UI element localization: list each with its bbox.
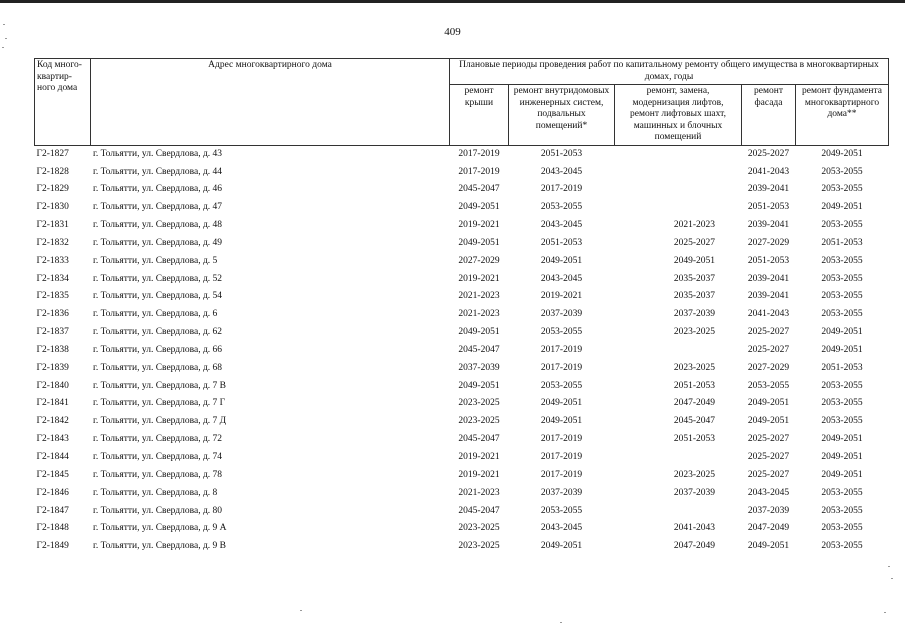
cell-lifts [615, 163, 742, 181]
table-row [35, 270, 889, 288]
cell-facade: 2025-2027 [742, 342, 796, 360]
scan-edge [0, 0, 905, 3]
cell-lifts [615, 181, 742, 199]
cell-roof: 2023-2025 [458, 541, 500, 552]
cell-lifts: 2023-2025 [673, 469, 715, 480]
table-row [35, 360, 889, 378]
cell-address: г. Тольятти, ул. Свердлова, д. 43 [93, 148, 223, 159]
table-row [35, 413, 889, 431]
cell-roof: 2049-2051 [458, 380, 500, 391]
cell-roof: 2019-2021 [458, 220, 500, 231]
table-row [35, 502, 889, 520]
cell-foundation: 2053-2055 [796, 413, 889, 431]
cell-engineering: 2051-2053 [540, 148, 583, 159]
cell-lifts [615, 449, 742, 467]
cell-facade: 2049-2051 [742, 395, 796, 413]
cell-foundation: 2053-2055 [796, 217, 889, 235]
cell-address: г. Тольятти, ул. Свердлова, д. 49 [93, 237, 223, 248]
cell-foundation: 2053-2055 [796, 181, 889, 199]
cell-facade: 2039-2041 [742, 181, 796, 199]
cell-engineering: 2017-2019 [540, 362, 583, 373]
table-row [35, 520, 889, 538]
cell-address: г. Тольятти, ул. Свердлова, д. 9 А [93, 523, 227, 534]
cell-code: Г2-1844 [36, 452, 69, 463]
header-periods: Плановые периоды проведения работ по капитальному ремонту общего имущества в многоквартирных домах, годы [450, 59, 889, 85]
cell-foundation: 2049-2051 [796, 199, 889, 217]
cell-lifts: 2021-2023 [673, 220, 715, 231]
cell-engineering: 2019-2021 [540, 291, 583, 302]
cell-engineering: 2053-2055 [540, 202, 583, 213]
cell-facade: 2025-2027 [742, 449, 796, 467]
cell-lifts [615, 199, 742, 217]
cell-facade: 2049-2051 [742, 413, 796, 431]
cell-engineering: 2049-2051 [540, 255, 583, 266]
cell-roof: 2049-2051 [458, 327, 500, 338]
cell-lifts [615, 342, 742, 360]
table-row [35, 199, 889, 217]
cell-facade: 2039-2041 [742, 217, 796, 235]
cell-address: г. Тольятти, ул. Свердлова, д. 47 [93, 202, 223, 213]
cell-roof: 2049-2051 [458, 237, 500, 248]
cell-roof: 2049-2051 [458, 202, 500, 213]
table-row [35, 377, 889, 395]
cell-foundation: 2053-2055 [796, 288, 889, 306]
cell-roof: 2017-2019 [458, 148, 500, 159]
cell-foundation: 2049-2051 [796, 324, 889, 342]
header-address: Адрес многоквартирного дома [91, 59, 450, 146]
header-engineering: ремонт внутридомовых инженерных систем, подвальных помещений* [509, 85, 615, 146]
cell-address: г. Тольятти, ул. Свердлова, д. 44 [93, 166, 223, 177]
cell-foundation: 2049-2051 [796, 431, 889, 449]
cell-foundation: 2053-2055 [796, 270, 889, 288]
cell-roof: 2023-2025 [458, 416, 500, 427]
cell-foundation: 2049-2051 [796, 449, 889, 467]
cell-address: г. Тольятти, ул. Свердлова, д. 7 Г [93, 398, 226, 409]
cell-code: Г2-1848 [36, 523, 69, 534]
cell-facade: 2027-2029 [742, 360, 796, 378]
cell-facade: 2051-2053 [742, 199, 796, 217]
cell-address: г. Тольятти, ул. Свердлова, д. 78 [93, 469, 223, 480]
cell-address: г. Тольятти, ул. Свердлова, д. 46 [93, 184, 223, 195]
cell-foundation: 2049-2051 [796, 342, 889, 360]
cell-address: г. Тольятти, ул. Свердлова, д. 54 [93, 291, 223, 302]
header-lifts: ремонт, замена, модернизация лифтов, ремонт лифтовых шахт, машинных и блочных помещений [615, 85, 742, 146]
cell-address: г. Тольятти, ул. Свердлова, д. 68 [93, 362, 223, 373]
cell-engineering: 2017-2019 [540, 452, 583, 463]
cell-engineering: 2053-2055 [540, 380, 583, 391]
cell-roof: 2023-2025 [458, 523, 500, 534]
cell-address: г. Тольятти, ул. Свердлова, д. 66 [93, 344, 223, 355]
table-row [35, 431, 889, 449]
cell-roof: 2019-2021 [458, 469, 500, 480]
cell-code: Г2-1837 [36, 327, 69, 338]
table-row [35, 217, 889, 235]
cell-foundation: 2053-2055 [796, 253, 889, 271]
cell-roof: 2019-2021 [458, 452, 500, 463]
cell-roof: 2045-2047 [458, 184, 500, 195]
page-number: 409 [444, 26, 461, 38]
cell-foundation: 2053-2055 [796, 306, 889, 324]
cell-code: Г2-1839 [36, 362, 69, 373]
cell-code: Г2-1846 [36, 487, 69, 498]
cell-foundation: 2049-2051 [796, 145, 889, 163]
cell-engineering: 2037-2039 [540, 309, 583, 320]
cell-lifts: 2047-2049 [673, 398, 715, 409]
cell-foundation: 2053-2055 [796, 377, 889, 395]
cell-code: Г2-1833 [36, 255, 69, 266]
cell-facade: 2049-2051 [742, 538, 796, 556]
cell-foundation: 2049-2051 [796, 467, 889, 485]
cell-engineering: 2049-2051 [540, 398, 583, 409]
cell-address: г. Тольятти, ул. Свердлова, д. 9 В [93, 541, 226, 552]
cell-lifts: 2037-2039 [673, 487, 715, 498]
cell-lifts [615, 502, 742, 520]
cell-engineering: 2049-2051 [540, 416, 583, 427]
table-row [35, 449, 889, 467]
cell-engineering: 2017-2019 [540, 344, 583, 355]
cell-engineering: 2017-2019 [540, 469, 583, 480]
cell-roof: 2027-2029 [458, 255, 500, 266]
cell-foundation: 2053-2055 [796, 163, 889, 181]
cell-code: Г2-1843 [36, 434, 69, 445]
cell-code: Г2-1829 [36, 184, 69, 195]
cell-address: г. Тольятти, ул. Свердлова, д. 72 [93, 434, 223, 445]
cell-code: Г2-1847 [36, 505, 69, 516]
cell-facade: 2039-2041 [742, 288, 796, 306]
table-row [35, 306, 889, 324]
cell-code: Г2-1845 [36, 469, 69, 480]
cell-roof: 2037-2039 [458, 362, 500, 373]
cell-roof: 2021-2023 [458, 291, 500, 302]
cell-address: г. Тольятти, ул. Свердлова, д. 8 [93, 487, 218, 498]
cell-engineering: 2049-2051 [540, 541, 583, 552]
cell-code: Г2-1838 [36, 344, 69, 355]
table-row [35, 485, 889, 503]
cell-code: Г2-1835 [36, 291, 69, 302]
table-row [35, 145, 889, 163]
cell-foundation: 2053-2055 [796, 485, 889, 503]
cell-address: г. Тольятти, ул. Свердлова, д. 52 [93, 273, 223, 284]
cell-roof: 2045-2047 [458, 434, 500, 445]
cell-lifts [615, 145, 742, 163]
cell-code: Г2-1836 [36, 309, 69, 320]
cell-facade: 2041-2043 [742, 306, 796, 324]
cell-engineering: 2043-2045 [540, 166, 583, 177]
cell-roof: 2045-2047 [458, 505, 500, 516]
table-row [35, 288, 889, 306]
repair-schedule-table [34, 58, 889, 556]
cell-facade: 2027-2029 [742, 235, 796, 253]
cell-foundation: 2053-2055 [796, 520, 889, 538]
cell-code: Г2-1834 [36, 273, 69, 284]
cell-lifts: 2041-2043 [673, 523, 715, 534]
cell-engineering: 2017-2019 [540, 184, 583, 195]
cell-engineering: 2043-2045 [540, 523, 583, 534]
cell-facade: 2025-2027 [742, 145, 796, 163]
cell-roof: 2021-2023 [458, 487, 500, 498]
cell-facade: 2039-2041 [742, 270, 796, 288]
cell-facade: 2053-2055 [742, 377, 796, 395]
cell-foundation: 2053-2055 [796, 395, 889, 413]
cell-facade: 2025-2027 [742, 467, 796, 485]
cell-code: Г2-1827 [36, 148, 69, 159]
cell-lifts: 2037-2039 [673, 309, 715, 320]
cell-roof: 2019-2021 [458, 273, 500, 284]
cell-address: г. Тольятти, ул. Свердлова, д. 5 [93, 255, 218, 266]
table-body [35, 145, 889, 556]
cell-lifts: 2049-2051 [673, 255, 715, 266]
cell-facade: 2043-2045 [742, 485, 796, 503]
cell-address: г. Тольятти, ул. Свердлова, д. 6 [93, 309, 218, 320]
table-row [35, 253, 889, 271]
header-roof: ремонт крыши [450, 85, 509, 146]
cell-address: г. Тольятти, ул. Свердлова, д. 80 [93, 505, 223, 516]
cell-engineering: 2043-2045 [540, 273, 583, 284]
cell-code: Г2-1828 [36, 166, 69, 177]
cell-address: г. Тольятти, ул. Свердлова, д. 7 Д [93, 416, 227, 427]
cell-facade: 2041-2043 [742, 163, 796, 181]
table-row [35, 181, 889, 199]
cell-facade: 2047-2049 [742, 520, 796, 538]
cell-foundation: 2053-2055 [796, 538, 889, 556]
cell-roof: 2017-2019 [458, 166, 500, 177]
cell-engineering: 2051-2053 [540, 237, 583, 248]
header-foundation: ремонт фундамента многоквартирного дома** [796, 85, 889, 146]
cell-engineering: 2017-2019 [540, 434, 583, 445]
header-facade: ремонт фасада [742, 85, 796, 146]
cell-facade: 2025-2027 [742, 324, 796, 342]
cell-address: г. Тольятти, ул. Свердлова, д. 7 В [93, 380, 226, 391]
cell-facade: 2051-2053 [742, 253, 796, 271]
cell-code: Г2-1830 [36, 202, 69, 213]
cell-facade: 2037-2039 [742, 502, 796, 520]
cell-roof: 2045-2047 [458, 344, 500, 355]
cell-code: Г2-1841 [36, 398, 69, 409]
cell-lifts: 2047-2049 [673, 541, 715, 552]
header-code: Код много-квартир-ного дома [35, 59, 91, 146]
cell-lifts: 2045-2047 [673, 416, 715, 427]
cell-lifts: 2023-2025 [673, 327, 715, 338]
cell-lifts: 2051-2053 [673, 380, 715, 391]
cell-roof: 2023-2025 [458, 398, 500, 409]
cell-code: Г2-1849 [36, 541, 69, 552]
cell-code: Г2-1831 [36, 220, 69, 231]
cell-code: Г2-1842 [36, 416, 69, 427]
table-row [35, 538, 889, 556]
table-row [35, 467, 889, 485]
cell-foundation: 2051-2053 [796, 360, 889, 378]
cell-engineering: 2043-2045 [540, 220, 583, 231]
cell-facade: 2025-2027 [742, 431, 796, 449]
cell-lifts: 2035-2037 [673, 291, 715, 302]
cell-roof: 2021-2023 [458, 309, 500, 320]
cell-lifts: 2051-2053 [673, 434, 715, 445]
cell-lifts: 2025-2027 [673, 237, 715, 248]
table-row [35, 342, 889, 360]
cell-foundation: 2051-2053 [796, 235, 889, 253]
table-row [35, 235, 889, 253]
cell-engineering: 2037-2039 [540, 487, 583, 498]
table-row [35, 395, 889, 413]
cell-address: г. Тольятти, ул. Свердлова, д. 48 [93, 220, 223, 231]
cell-address: г. Тольятти, ул. Свердлова, д. 62 [93, 327, 223, 338]
cell-foundation: 2053-2055 [796, 502, 889, 520]
table-row [35, 324, 889, 342]
cell-code: Г2-1832 [36, 237, 69, 248]
cell-lifts: 2023-2025 [673, 362, 715, 373]
cell-lifts: 2035-2037 [673, 273, 715, 284]
cell-engineering: 2053-2055 [540, 327, 583, 338]
cell-code: Г2-1840 [36, 380, 69, 391]
cell-address: г. Тольятти, ул. Свердлова, д. 74 [93, 452, 223, 463]
cell-engineering: 2053-2055 [540, 505, 583, 516]
table-row [35, 163, 889, 181]
